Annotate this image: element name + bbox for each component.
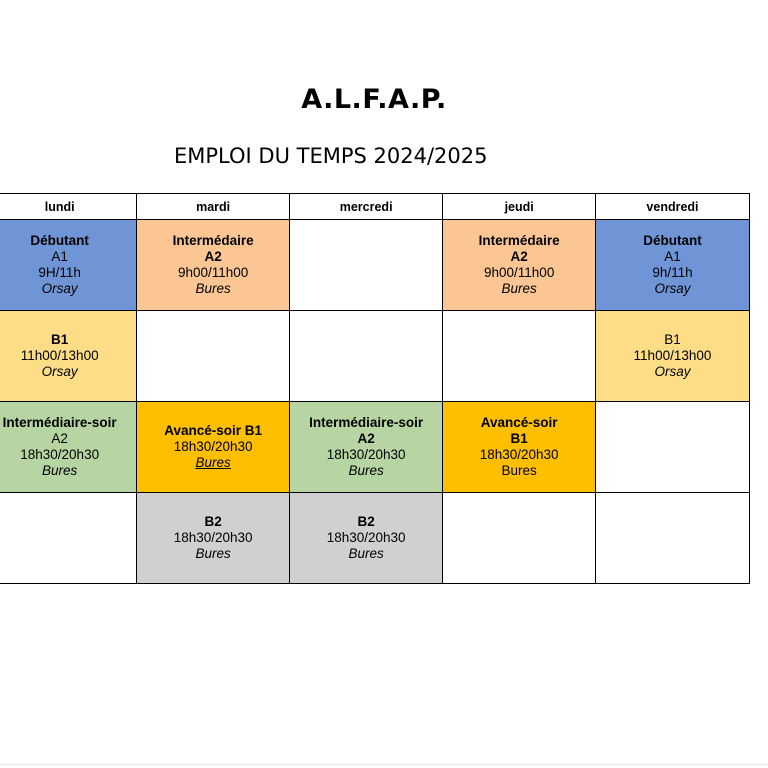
course-time: 9H/11h [38,265,81,280]
course-place: Bures [195,455,231,470]
course-time: 18h30/20h30 [479,447,559,462]
empty-cell [443,493,596,584]
page-divider [0,764,768,765]
course-place: Orsay [654,281,691,296]
course-time: 9h00/11h00 [484,265,555,280]
course-cell-jeudi [443,220,596,311]
course-code: A1 [51,249,68,264]
course-place: Bures [195,546,231,561]
course-place: Bures [348,463,384,478]
course-time: 11h00/13h00 [20,348,99,363]
course-level: Intermédiaire-soir [2,415,117,430]
course-cell-lundi [0,220,137,311]
course-cell-lundi [0,402,137,493]
empty-cell [0,493,137,584]
course-time: 11h00/13h00 [633,348,712,363]
schedule-title: EMPLOI DU TEMPS 2024/2025 [174,144,488,168]
course-code: B2 [204,514,222,529]
course-level: Avancé-soir [480,415,558,430]
empty-cell [289,311,442,402]
course-cell-vendredi [595,311,749,402]
empty-cell [595,493,749,584]
empty-cell [443,311,596,402]
timetable-header-row [0,194,750,220]
course-cell-mardi [137,493,290,584]
day-header-mercredi: mercredi [289,194,442,220]
timetable [0,193,750,584]
day-header-vendredi: vendredi [595,194,749,220]
timetable-row [0,220,750,311]
empty-cell [289,220,442,311]
timetable-row [0,402,750,493]
course-time: 18h30/20h30 [173,530,253,545]
course-code: B2 [357,514,375,529]
course-cell-vendredi [595,220,749,311]
course-code: A1 [664,249,681,264]
course-cell-mercredi [289,493,442,584]
empty-cell [595,402,749,493]
course-cell-mercredi [289,402,442,493]
course-place: Bures [195,281,231,296]
course-time: 9h00/11h00 [177,265,249,280]
course-place: Bures [42,463,78,478]
course-level: Intermédaire [478,233,560,248]
course-code: B1 [510,431,528,446]
course-level: Débutant [30,233,89,248]
timetable-row [0,311,750,402]
course-time: 18h30/20h30 [20,447,100,462]
empty-cell [137,311,290,402]
course-level: Intermédaire [172,233,254,248]
course-place: Bures [501,463,537,478]
course-level: Débutant [643,233,702,248]
course-time: 18h30/20h30 [173,439,253,454]
course-place: Orsay [41,364,78,379]
course-place: Orsay [654,364,691,379]
course-cell-mardi [137,220,290,311]
course-place: Bures [501,281,537,296]
course-code: A2 [204,249,222,264]
course-place: Bures [348,546,384,561]
day-header-mardi: mardi [137,194,290,220]
timetable-row [0,493,750,584]
day-header-lundi: lundi [0,194,137,220]
course-time: 18h30/20h30 [326,447,406,462]
course-cell-jeudi [443,402,596,493]
course-code: A2 [357,431,375,446]
course-code: B1 [664,332,681,347]
course-cell-mardi [137,402,290,493]
course-time: 18h30/20h30 [326,530,406,545]
organization-title: A.L.F.A.P. [301,84,447,115]
course-level: Avancé-soir B1 [164,423,263,438]
course-place: Orsay [41,281,78,296]
course-level: Intermédiaire-soir [309,415,424,430]
course-cell-lundi [0,311,137,402]
day-header-jeudi: jeudi [443,194,596,220]
course-code: A2 [510,249,528,264]
course-code: A2 [51,431,68,446]
course-time: 9h/11h [652,265,693,280]
course-code: B1 [51,332,69,347]
